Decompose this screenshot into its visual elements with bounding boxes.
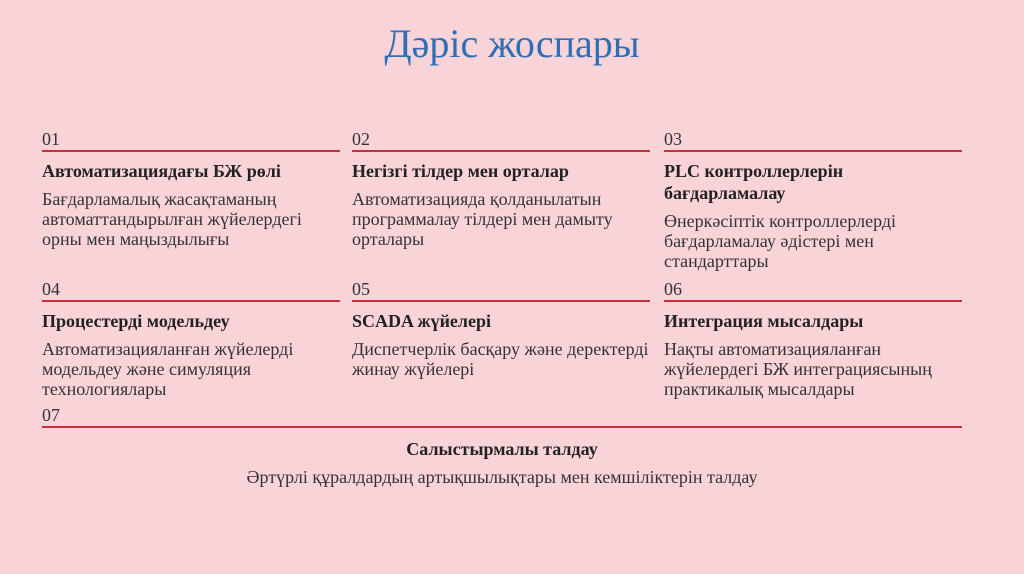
divider-line (352, 300, 650, 302)
item-heading: Интеграция мысалдары (664, 311, 864, 331)
item-heading: Негізгі тілдер мен орталар (352, 161, 569, 181)
divider-line (42, 150, 340, 152)
item-description: Автоматизацияланған жүйелерді модельдеу және симуляция технологиялары (42, 339, 294, 399)
item-heading: SCADA жүйелері (352, 311, 492, 331)
agenda-item-05 (352, 279, 650, 379)
item-heading: Салыстырмалы талдау (406, 439, 598, 459)
agenda-item-02 (352, 129, 650, 249)
agenda-item-04 (42, 279, 340, 399)
item-number: 05 (352, 279, 370, 299)
item-number: 02 (352, 129, 370, 149)
item-description: Нақты автоматизацияланған жүйелердегі БЖ интеграциясының практикалық мысалдары (664, 339, 932, 399)
item-description: Өнеркәсіптік контроллерлерді бағдарламалау әдістері мен стандарттары (664, 211, 897, 271)
item-number: 01 (42, 129, 60, 149)
divider-line (664, 150, 962, 152)
item-description: Әртүрлі құралдардың артықшылықтары мен кемшіліктерін талдау (246, 467, 758, 487)
item-number: 03 (664, 129, 682, 149)
agenda-item-01 (42, 129, 340, 249)
slide-title: Дәріс жоспары (384, 21, 640, 66)
item-description: Автоматизацияда қолданылатын программалау тілдері мен дамыту орталары (352, 189, 613, 249)
agenda-item-06 (664, 279, 962, 399)
divider-line (664, 300, 962, 302)
item-description: Бағдарламалық жасақтаманың автоматтандырылған жүйелердегі орны мен маңыздылығы (42, 189, 302, 249)
item-number: 06 (664, 279, 682, 299)
divider-line (42, 300, 340, 302)
divider-line (42, 426, 962, 428)
item-heading: Процестерді модельдеу (42, 311, 230, 331)
item-heading: PLC контроллерлерін бағдарламалау (664, 161, 844, 203)
item-heading: Автоматизациядағы БЖ рөлі (42, 161, 281, 181)
item-description: Диспетчерлік басқару және деректерді жинау жүйелері (352, 339, 649, 379)
item-number: 07 (42, 405, 60, 425)
agenda-item-07 (42, 405, 962, 487)
divider-line (352, 150, 650, 152)
item-number: 04 (42, 279, 60, 299)
agenda-item-03 (664, 129, 962, 271)
